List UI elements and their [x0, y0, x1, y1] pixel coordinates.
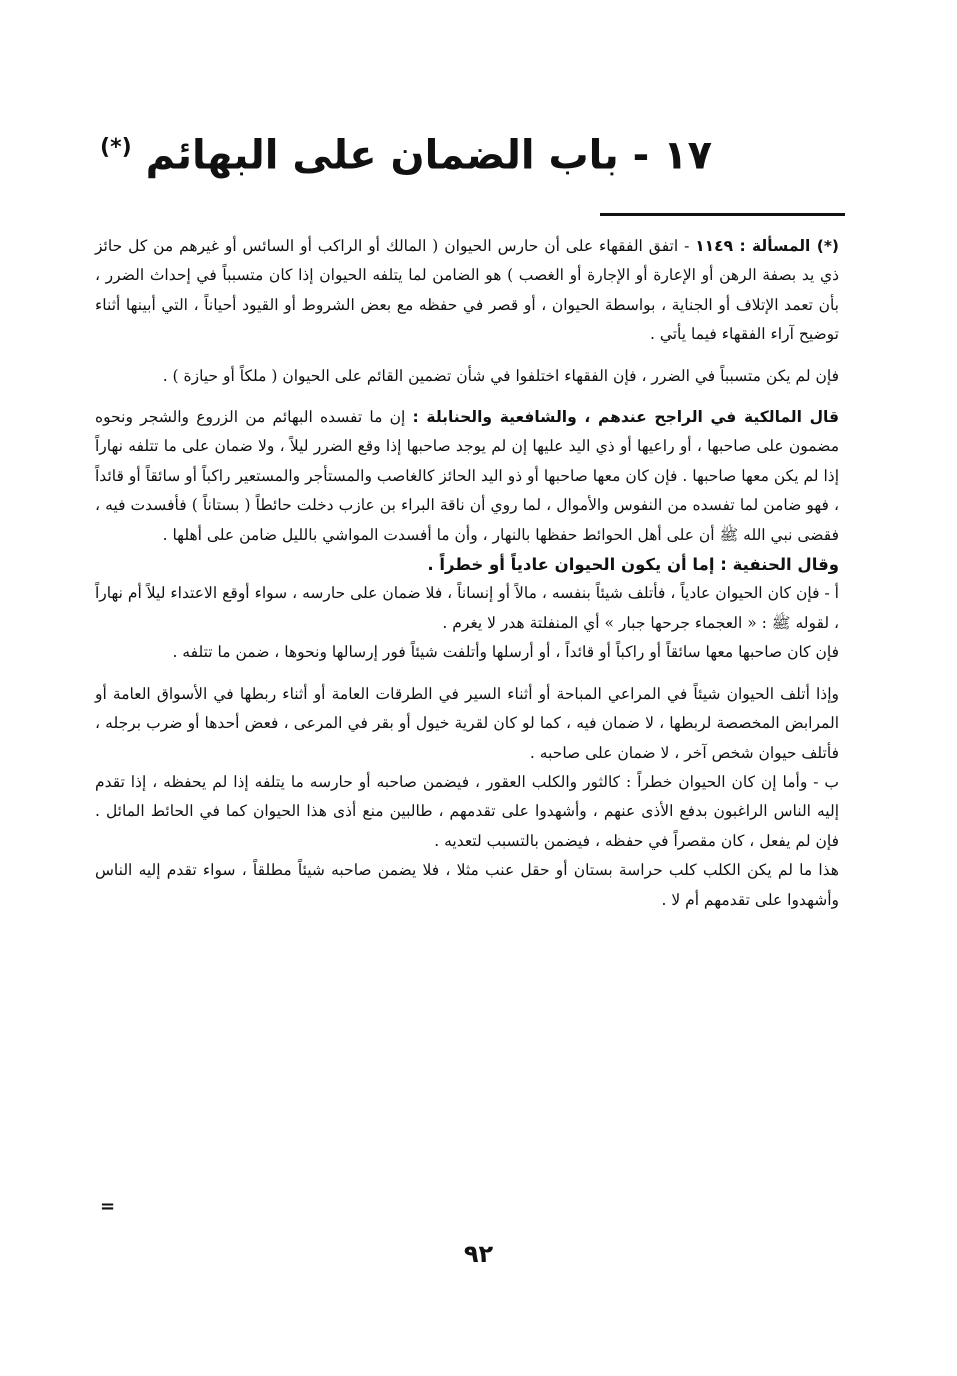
chapter-footnote-marker: (*) — [100, 135, 132, 160]
paragraph-3-text: إن ما تفسده البهائم من الزروع والشجر ونحوه مضمون على صاحبها ، أو راعيها أو ذي اليد عليها إن لم يوجد صاحبها إذا وقع الضرر ليلاً ، ولا ضمان على ما تتلفه نهاراً إذا لم يكن معها صاحبها . فإن كان معها صاحبها أو ذو اليد الحائز كالغاصب والمستأجر والمستعير راكباً أو سائقاً أو قائداً ، فهو ضامن لما تفسده من النفوس والأموال ، لما روي أن ناقة البراء بن عازب دخلت حائطاً ( بستاناً ) فأفسدت فيه ، فقضى نبي الله ﷺ أن على أهل الحوائط حفظها بالنهار ، وأن ما أفسدت المواشي بالليل ضامن على أهلها . — [95, 408, 839, 544]
paragraph-2: فإن لم يكن متسبباً في الضرر ، فإن الفقهاء اختلفوا في شأن تضمين القائم على الحيوان ( ملكاً أو حيازة ) . — [162, 366, 839, 385]
paragraph-5: أ - فإن كان الحيوان عادياً ، فأتلف شيئاً بنفسه ، مالاً أو إنساناً ، فلا ضمان على حارسه ، سواء أوقع الاعتداء ليلاً أم نهاراً ، لقوله ﷺ : « العجماء جرحها جبار » أي المنفلتة هدر لا يغرم . — [95, 584, 839, 632]
title-divider — [600, 213, 845, 216]
continuation-mark: = — [100, 1196, 116, 1217]
page-number: ٩٢ — [463, 1240, 494, 1268]
paragraph-8: ب - وأما إن كان الحيوان خطراً : كالثور والكلب العقور ، فيضمن صاحبه أو حارسه ما يتلفه إذا لم يحفظه ، إذا تقدم إليه الناس الراغبون بدفع الأذى عنهم ، وأشهدوا على تقدمهم ، طالبين منع أذى هذا الحيوان كما في الحائط المائل . فإن لم يفعل ، كان مقصراً في حفظه ، فيضمن بالتسبب لتعديه . — [95, 772, 839, 850]
issue-number-lead: (*) المسألة : ١١٤٩ — [695, 237, 840, 255]
chapter-title — [90, 118, 712, 185]
paragraph-7: وإذا أتلف الحيوان شيئاً في المراعي المباحة أو أثناء السير في الطرقات العامة أو أثناء ربطها في الأسواق العامة أو المرابض المخصصة لربطها ، لا ضمان فيه ، كما لو كان لقرية خيول أو بقر في المرعى ، فعض أحدها أو ضرب برجله ، فأتلف حيوان شخص آخر ، لا ضمان على صاحبه . — [95, 684, 839, 762]
body-text — [95, 232, 839, 915]
paragraph-1 — [95, 232, 839, 350]
paragraph-9: هذا ما لم يكن الكلب كلب حراسة بستان أو حقل عنب مثلا ، فلا يضمن صاحبه شيئاً مطلقاً ، سواء تقدم إليه الناس وأشهدوا على تقدمهم أم لا . — [95, 861, 839, 909]
paragraph-1-text: - اتفق الفقهاء على أن حارس الحيوان ( المالك أو الراكب أو السائس أو غيرهم من كل حائز ذي يد بصفة الرهن أو الإعارة أو الإجارة أو الغصب ) هو الضامن لما يتلفه الحيوان إذا كان متسبباً في إحداث الضرر ، بأن تعمد الإتلاف أو الجناية ، بواسطة الحيوان ، أو قصر في حفظه مع بعض الشروط أو القيود أحياناً ، التي أبينها أثناء توضيح آراء الفقهاء فيما يأتي . — [95, 237, 839, 344]
paragraph-6: فإن كان صاحبها معها سائقاً أو راكباً أو قائداً ، أو أرسلها وأتلفت شيئاً فور إرسالها ونحوها ، ضمن ما تتلفه . — [172, 643, 839, 662]
chapter-title-text: ١٧ - باب الضمان على البهائم — [145, 132, 712, 179]
paragraph-3 — [95, 403, 839, 550]
paragraph-4-heading: وقال الحنفية : إما أن يكون الحيوان عادياً أو خطراً . — [427, 555, 839, 575]
paragraph-3-lead: قال المالكية في الراجح عندهم ، والشافعية والحنابلة : — [412, 408, 840, 427]
